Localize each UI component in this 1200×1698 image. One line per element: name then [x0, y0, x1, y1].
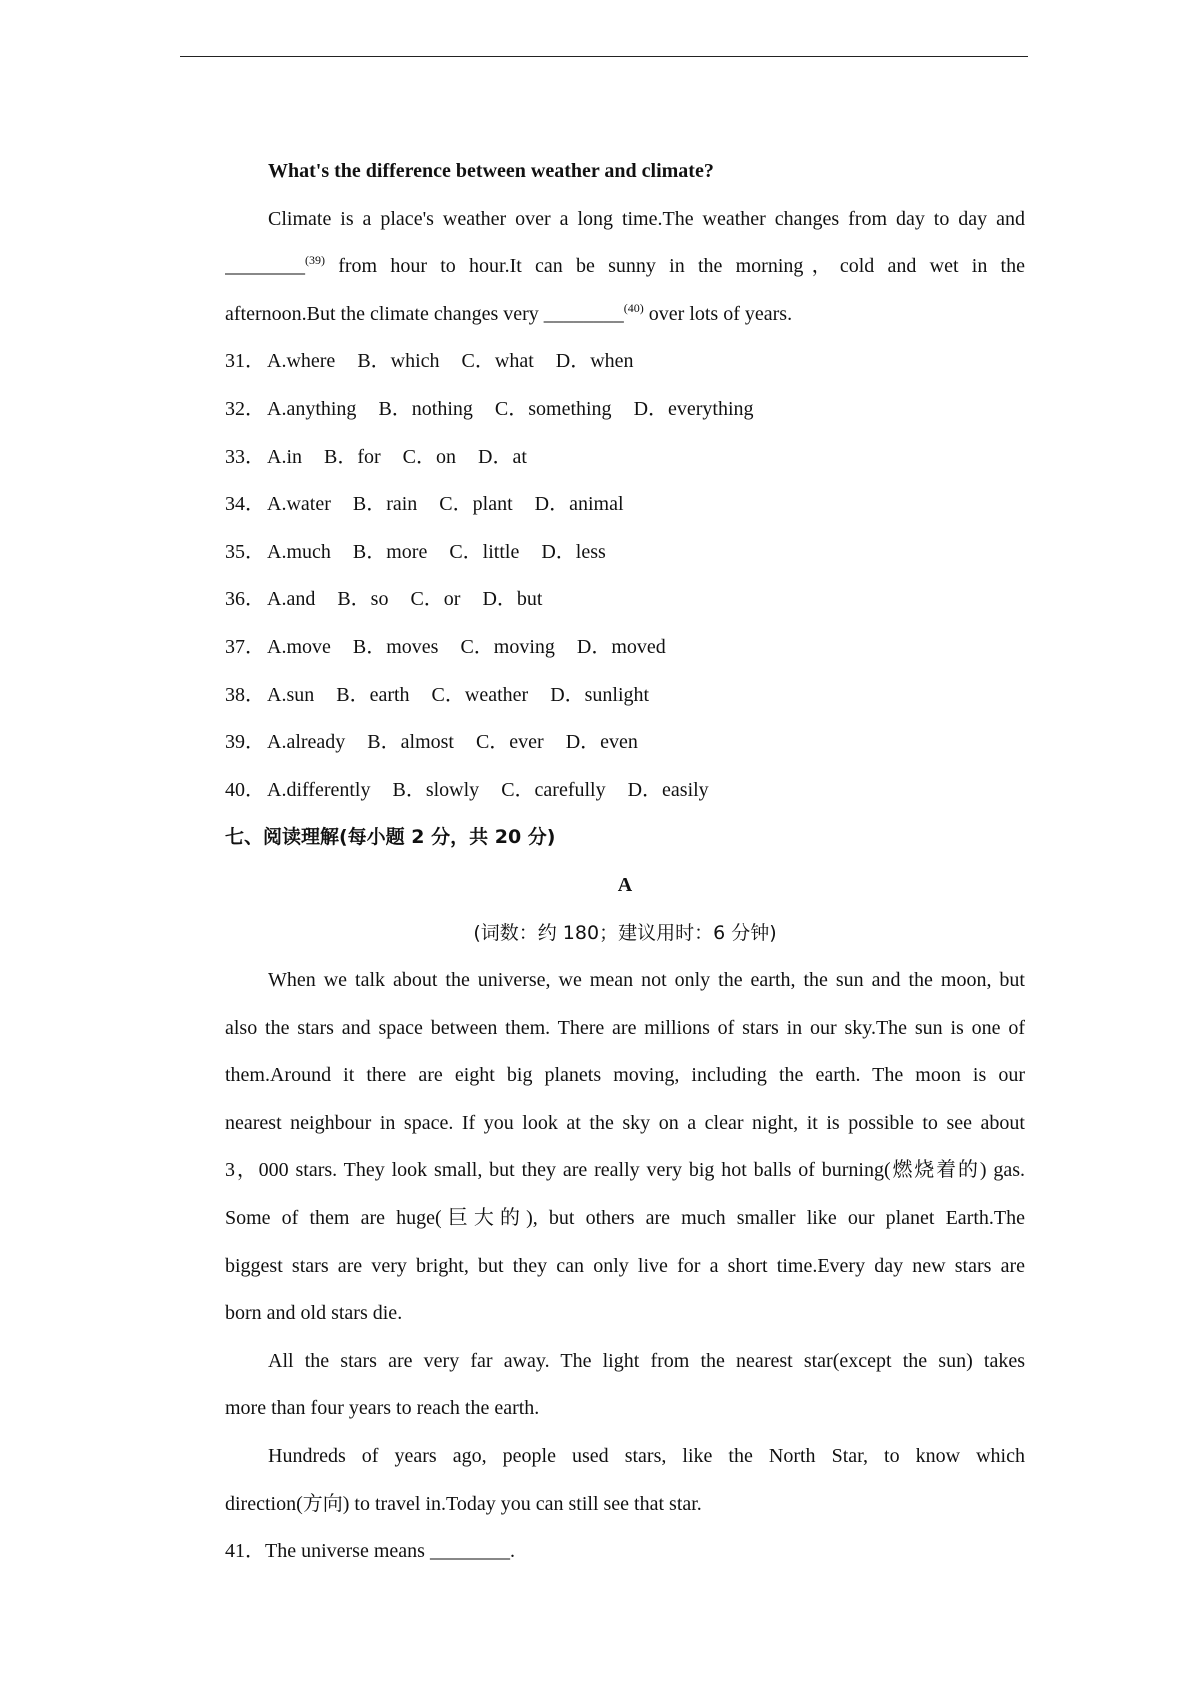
reading-line: direction(方向) to travel in.Today you can still see that star. [225, 1492, 702, 1515]
option-c[interactable]: C．on [402, 445, 457, 468]
blank-40-number: (40) [623, 300, 644, 315]
option-b[interactable]: B．rain [352, 493, 418, 516]
question-number: 38． [225, 683, 265, 706]
option-a[interactable]: A.where [267, 350, 336, 373]
question-row [225, 481, 1025, 529]
option-b[interactable]: B．more [352, 540, 428, 563]
option-a[interactable]: A.already [267, 731, 346, 754]
option-c[interactable]: C．ever [475, 731, 544, 754]
option-a[interactable]: A.and [267, 588, 316, 611]
question-number: 35． [225, 540, 265, 563]
option-b[interactable]: B．slowly [392, 778, 480, 801]
reading-line: Some of them are huge(巨大的), but others are much smaller like our planet Earth.The [225, 1207, 1025, 1230]
option-d[interactable]: D．less [541, 540, 606, 563]
header-rule [180, 56, 1028, 57]
option-a[interactable]: A.move [267, 635, 331, 658]
option-b[interactable]: B．so [337, 588, 389, 611]
question-number: 34． [225, 493, 265, 516]
option-a[interactable]: A.water [267, 493, 331, 516]
reading-line: When we talk about the universe, we mean not only the earth, the sun and the moon, but [268, 969, 1025, 992]
reading-line: them.Around it there are eight big planets moving, including the earth. The moon is our [225, 1064, 1025, 1087]
option-c[interactable]: C．something [494, 397, 612, 420]
option-b[interactable]: B．which [357, 350, 440, 373]
option-b[interactable]: B．nothing [378, 397, 473, 420]
question-number: 31． [225, 350, 265, 373]
option-c[interactable]: C．moving [460, 635, 555, 658]
question-row [225, 529, 1025, 577]
option-a[interactable]: A.differently [267, 778, 371, 801]
cloze-line-3 [225, 291, 1025, 339]
option-c[interactable]: C．little [449, 540, 520, 563]
question-row [225, 767, 1025, 815]
blank-39-number: (39) [305, 253, 325, 268]
question-row [225, 434, 1025, 482]
option-c[interactable]: C．or [410, 588, 461, 611]
option-d[interactable]: D．when [555, 350, 634, 373]
reading-line: biggest stars are very bright, but they can only live for a short time.Every day new stars are [225, 1254, 1025, 1277]
reading-line: more than four years to reach the earth. [225, 1397, 540, 1420]
question-row [225, 576, 1025, 624]
cloze-line-1: Climate is a place's weather over a long time.The weather changes from day to day and [268, 207, 1025, 230]
reading-line: Hundreds of years ago, people used stars, like the North Star, to know which [268, 1445, 1025, 1468]
option-c[interactable]: C．what [461, 350, 534, 373]
option-c[interactable]: C．weather [431, 683, 529, 706]
option-d[interactable]: D．even [565, 731, 638, 754]
question-row [225, 338, 1025, 386]
question-list [225, 338, 1025, 814]
cloze-line-3-end: over lots of years. [643, 302, 793, 325]
question-41: 41．The universe means ________. [225, 1540, 515, 1563]
option-d[interactable]: D．animal [534, 493, 624, 516]
part-info: (词数：约 180；建议用时：6 分钟) [473, 921, 777, 944]
cloze-line-2 [225, 243, 1025, 291]
question-number: 40． [225, 778, 265, 801]
question-number: 39． [225, 731, 265, 754]
question-row [225, 719, 1025, 767]
option-b[interactable]: B．earth [336, 683, 410, 706]
option-b[interactable]: B．for [324, 445, 381, 468]
cloze-line-2-text: from hour to hour.It can be sunny in the morning，cold and wet in the [325, 255, 1025, 278]
blank-39[interactable]: ________ [225, 255, 305, 278]
reading-line: also the stars and space between them. There are millions of stars in our sky.The sun is one of [225, 1016, 1025, 1039]
option-a[interactable]: A.much [267, 540, 331, 563]
option-a[interactable]: A.in [267, 445, 302, 468]
question-number: 36． [225, 588, 265, 611]
option-d[interactable]: D．but [482, 588, 543, 611]
question-row [225, 672, 1025, 720]
option-a[interactable]: A.sun [267, 683, 315, 706]
option-d[interactable]: D．at [478, 445, 527, 468]
question-row [225, 386, 1025, 434]
question-number: 32． [225, 397, 265, 420]
option-c[interactable]: C．carefully [501, 778, 606, 801]
option-b[interactable]: B．moves [352, 635, 439, 658]
reading-line: All the stars are very far away. The light from the nearest star(except the sun) takes [268, 1349, 1025, 1372]
question-number: 33． [225, 445, 265, 468]
passage-title: What's the difference between weather and climate? [268, 160, 714, 182]
question-row [225, 624, 1025, 672]
option-a[interactable]: A.anything [267, 397, 357, 420]
option-d[interactable]: D．easily [627, 778, 709, 801]
option-c[interactable]: C．plant [439, 493, 513, 516]
cloze-line-3-text: afternoon.But the climate changes very ________ [225, 302, 624, 325]
option-d[interactable]: D．sunlight [550, 683, 650, 706]
question-number: 37． [225, 635, 265, 658]
option-d[interactable]: D．moved [576, 635, 666, 658]
document-page [225, 148, 1025, 1576]
option-d[interactable]: D．everything [633, 397, 754, 420]
section-heading: 七、阅读理解(每小题 2 分，共 20 分) [225, 826, 556, 849]
part-label: A [617, 873, 633, 896]
reading-passage [225, 957, 1025, 1528]
reading-line: born and old stars die. [225, 1302, 403, 1325]
option-b[interactable]: B．almost [367, 731, 454, 754]
reading-line: nearest neighbour in space. If you look at the sky on a clear night, it is possible to see about [225, 1111, 1025, 1134]
reading-line: 3，000 stars. They look small, but they are really very big hot balls of burning(燃烧着的) gas. [225, 1159, 1025, 1182]
